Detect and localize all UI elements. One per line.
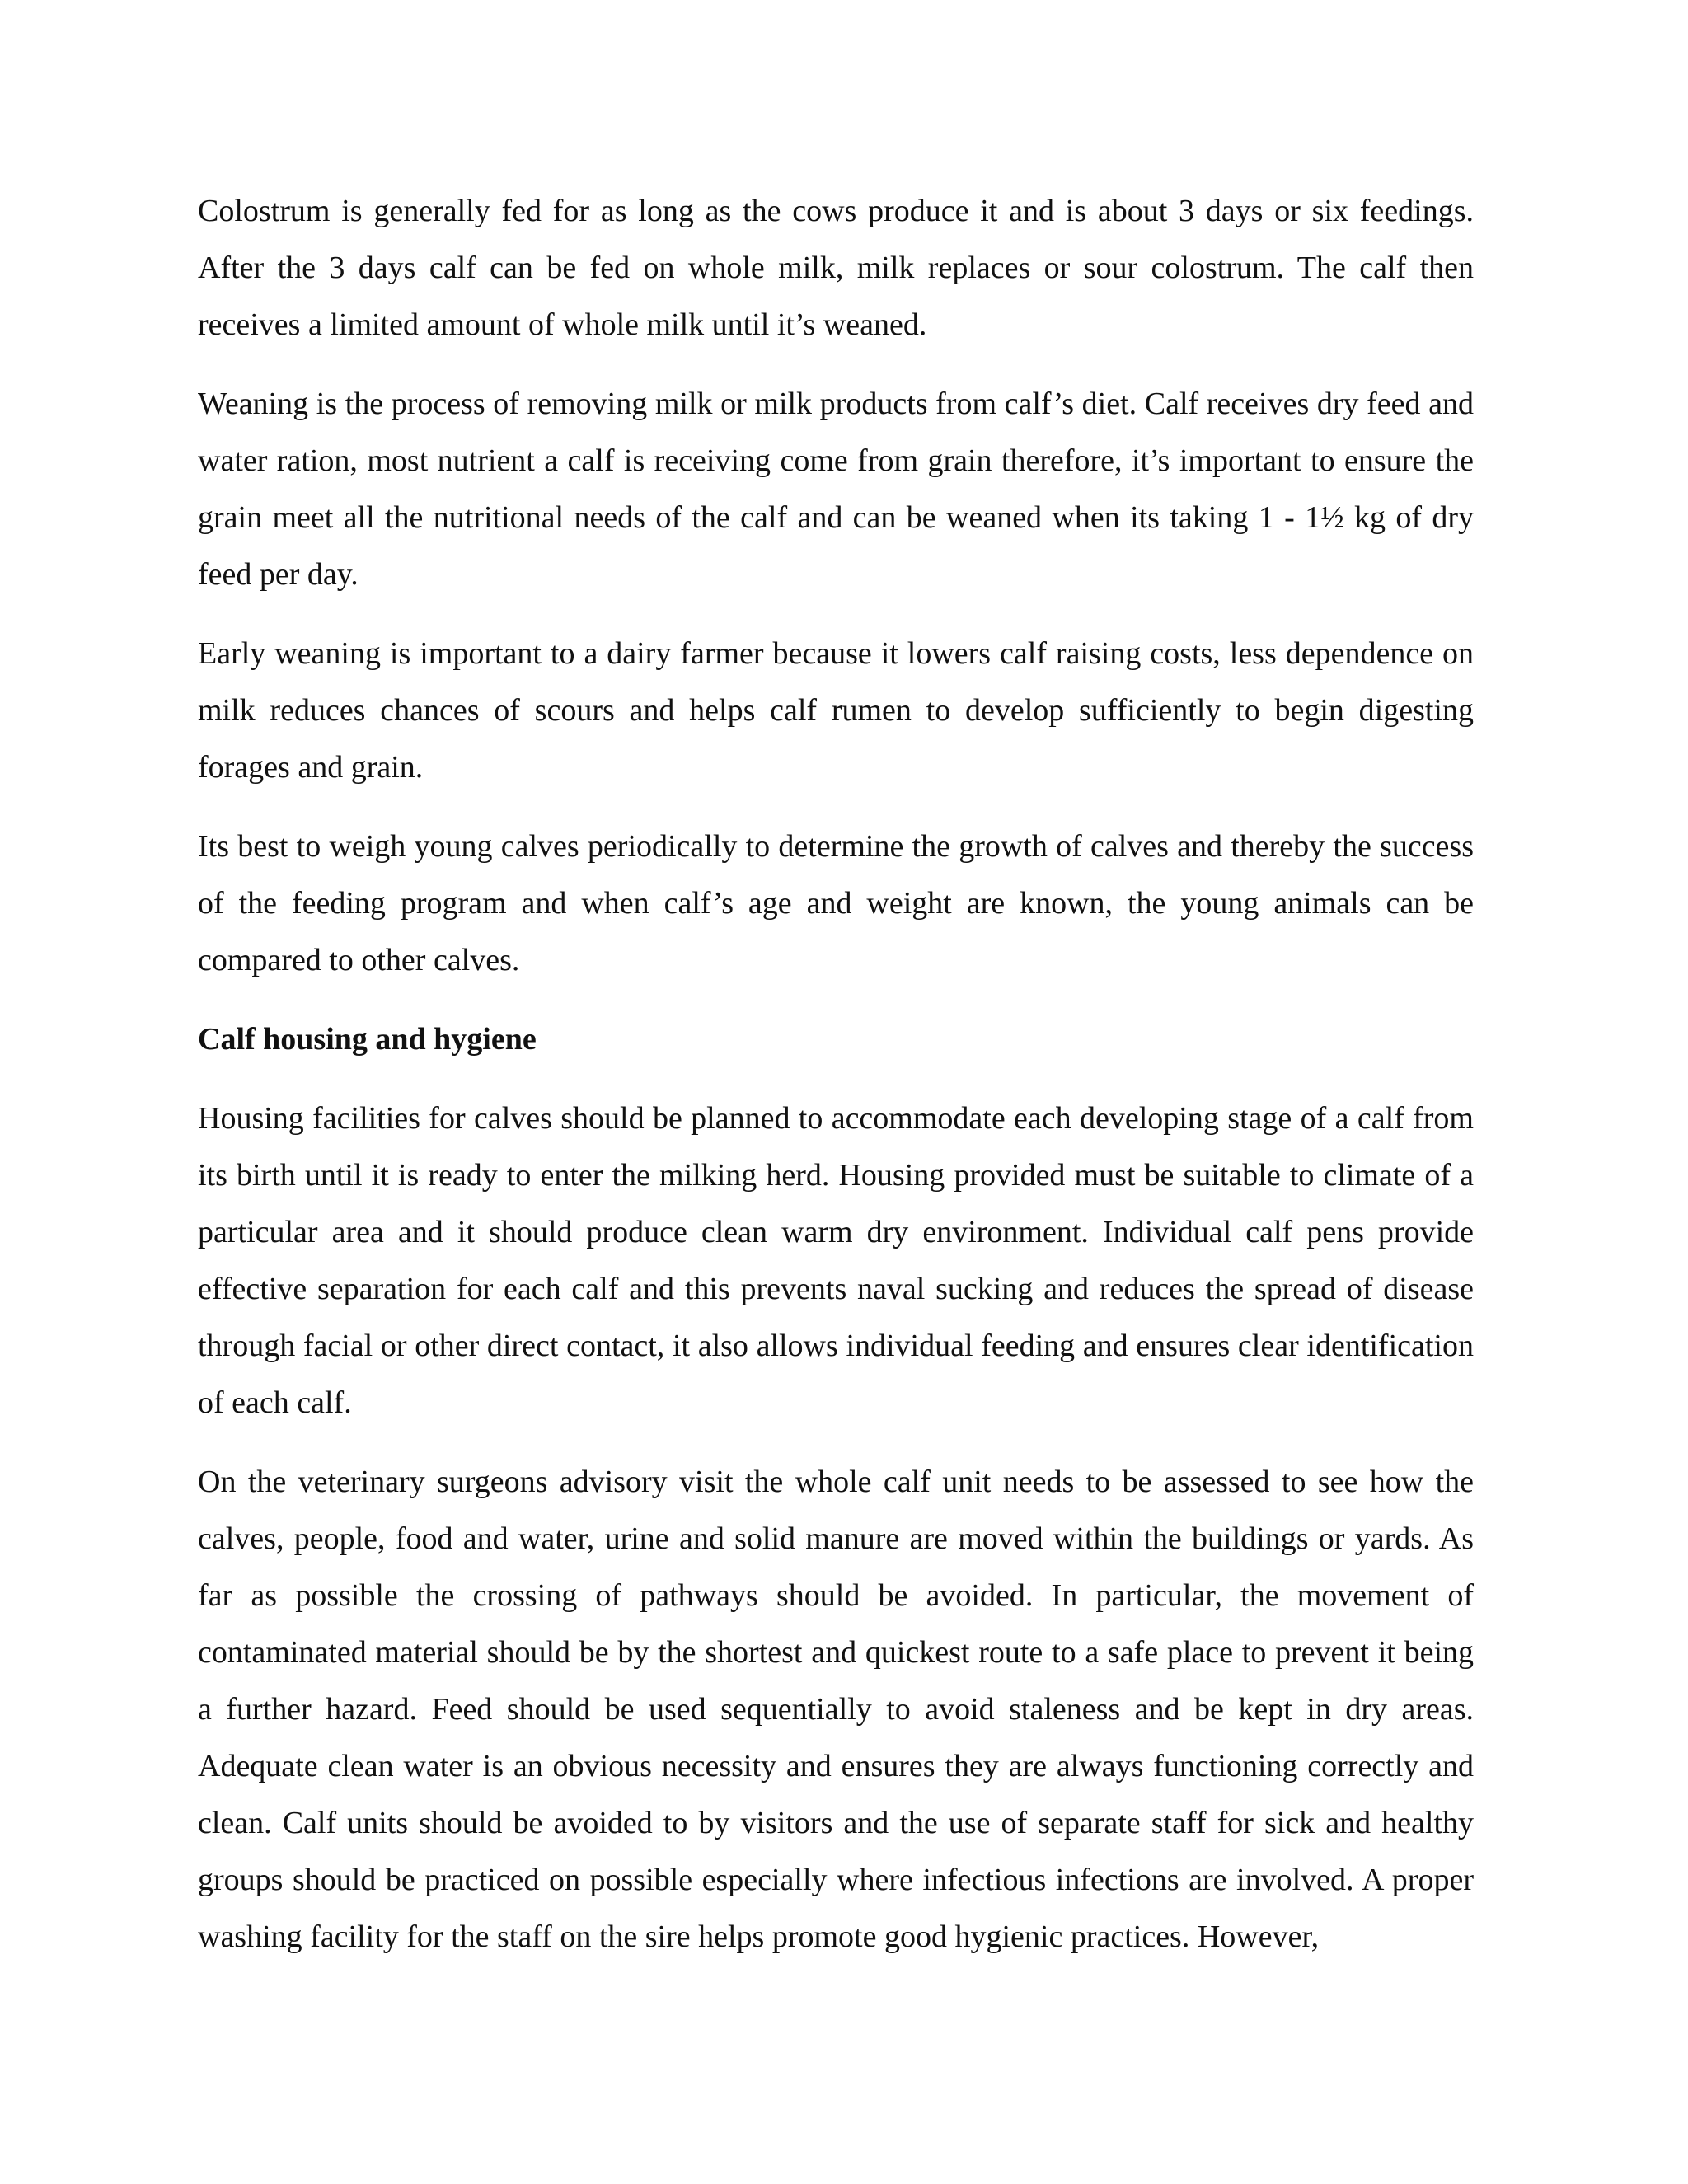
paragraph-weaning: Weaning is the process of removing milk or milk products from calf’s diet. Calf receives dry feed and water ration, most nutrient a calf is receiving come from grain therefore, it’s important to ensure the grain meet all the nutritional needs of the calf and can be weaned when its taking 1 - 1½ kg of dry feed per day. bbox=[198, 387, 1474, 592]
paragraph-colostrum: Colostrum is generally fed for as long as the cows produce it and is about 3 days or six feedings. After the 3 days calf can be fed on whole milk, milk replaces or sour colostrum. The calf then receives a limited amount of whole milk until it’s weaned. bbox=[198, 194, 1474, 342]
paragraph-housing-facilities: Housing facilities for calves should be planned to accommodate each developing stage of a calf from its birth until it is ready to enter the milking herd. Housing provided must be suitable to climate of a particular area and it should produce clean warm dry environment. Individual calf pens provide effective separation for each calf and this prevents naval sucking and reduces the spread of disease through facial or other direct contact, it also allows individual feeding and ensures clear identification of each calf. bbox=[198, 1101, 1474, 1420]
paragraph-early-weaning: Early weaning is important to a dairy farmer because it lowers calf raising costs, less dependence on milk reduces chances of scours and helps calf rumen to develop sufficiently to begin digesting forages and grain. bbox=[198, 636, 1474, 785]
document-body bbox=[198, 183, 1474, 1988]
paragraph-weighing-calves: Its best to weigh young calves periodically to determine the growth of calves and thereby the success of the feeding program and when calf’s age and weight are known, the young animals can be compared to other calves. bbox=[198, 829, 1474, 977]
paragraph-veterinary-visit: On the veterinary surgeons advisory visit the whole calf unit needs to be assessed to see how the calves, people, food and water, urine and solid manure are moved within the buildings or yards. As far as possible the crossing of pathways should be avoided. In particular, the movement of contaminated material should be by the shortest and quickest route to a safe place to prevent it being a further hazard. Feed should be used sequentially to avoid staleness and be kept in dry areas. Adequate clean water is an obvious necessity and ensures they are always functioning correctly and clean. Calf units should be avoided to by visitors and the use of separate staff for sick and healthy groups should be practiced on possible especially where infectious infections are involved. A proper washing facility for the staff on the sire helps promote good hygienic practices. However, bbox=[198, 1465, 1474, 1954]
section-heading-calf-housing: Calf housing and hygiene bbox=[198, 1022, 537, 1057]
